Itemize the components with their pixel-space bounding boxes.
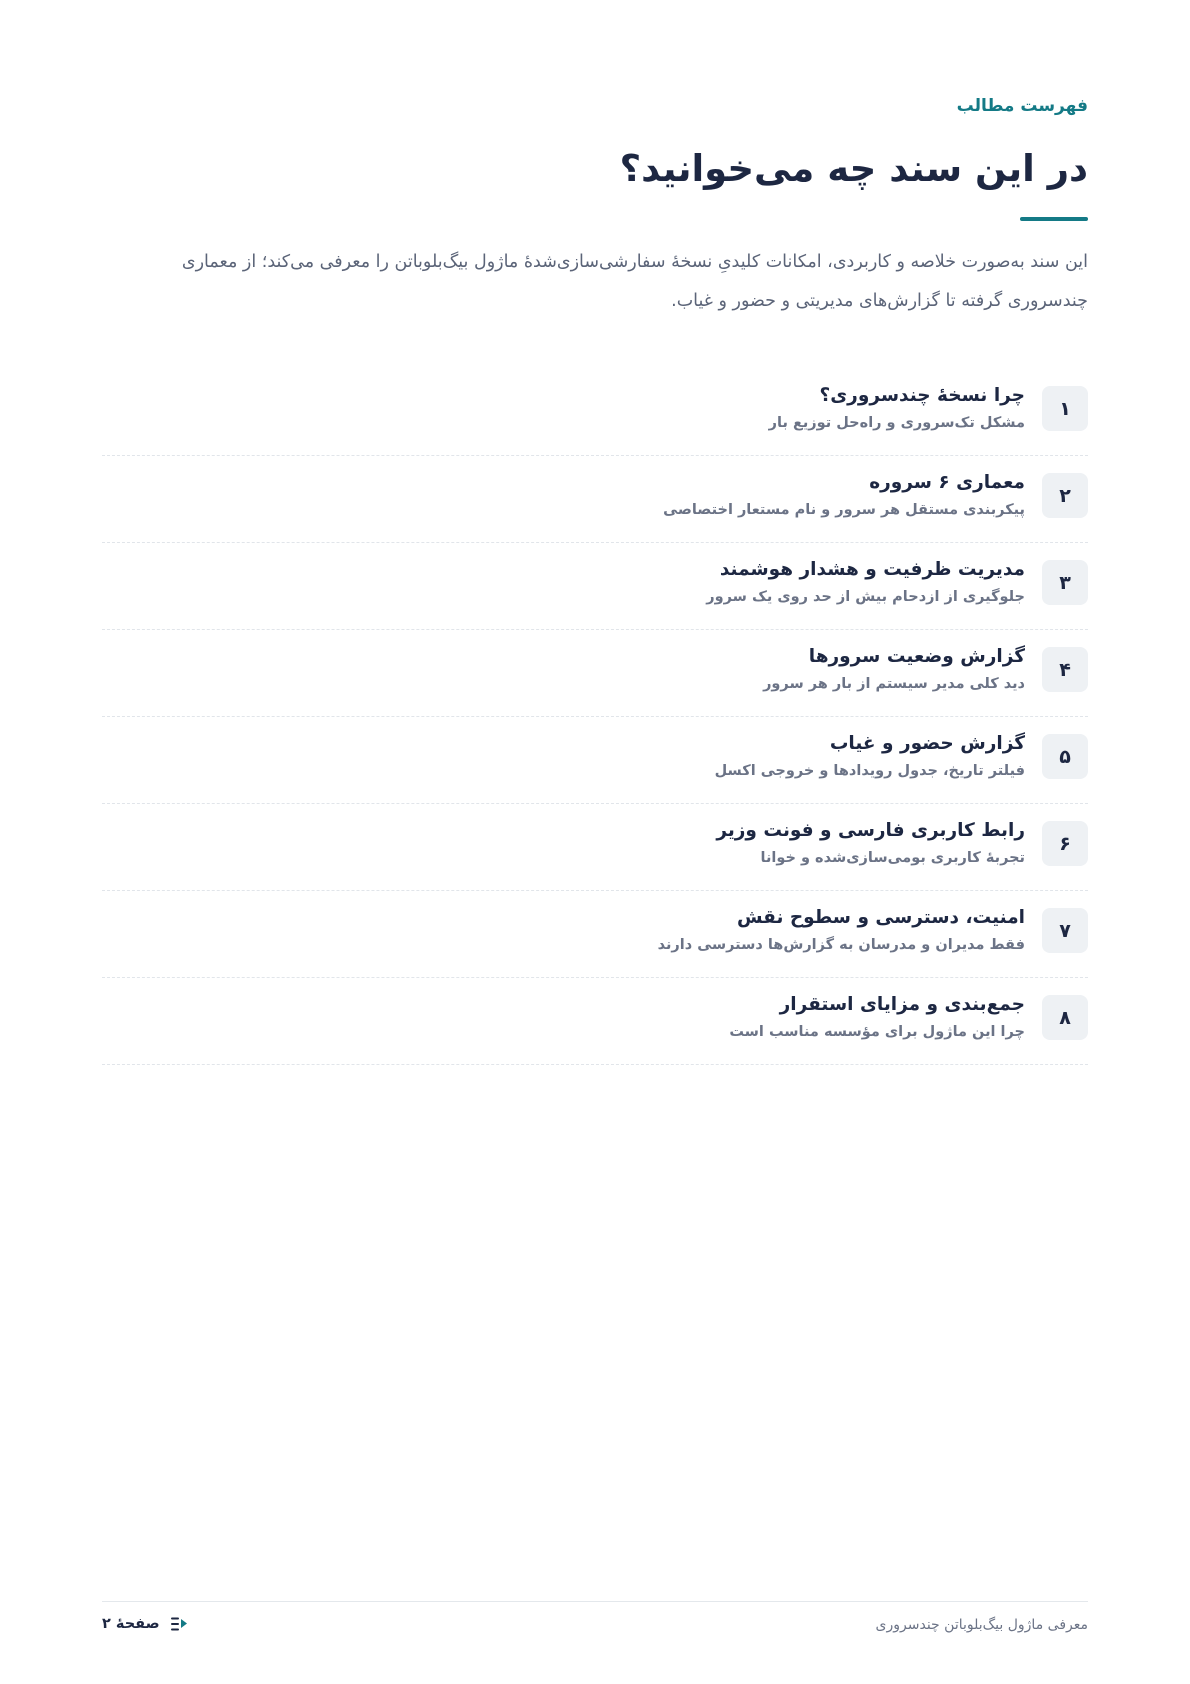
page-title: در این سند چه می‌خوانید؟: [619, 147, 1088, 190]
page-number-label: صفحهٔ ۲: [102, 1616, 160, 1632]
toc-item-subtitle: فیلتر تاریخ، جدول رویدادها و خروجی اکسل: [714, 763, 1025, 779]
document-page: [102, 0, 1088, 1684]
toc-item: [102, 630, 1088, 717]
toc-item: [102, 456, 1088, 543]
title-underline: [1020, 217, 1088, 221]
toc-item-text: [763, 644, 1025, 694]
toc-item-title: رابط کاربری فارسی و فونت وزیر: [716, 820, 1025, 841]
toc-item: [102, 978, 1088, 1065]
toc-item-text: [715, 731, 1025, 781]
toc-item: [102, 891, 1088, 978]
toc-item: [102, 543, 1088, 630]
toc-item-number: ۴: [1042, 647, 1088, 692]
toc-item-subtitle: فقط مدیران و مدرسان به گزارش‌ها دسترسی دارند: [657, 937, 1025, 953]
toc-item-title: جمع‌بندی و مزایای استقرار: [779, 994, 1025, 1015]
toc-item-number: ۸: [1042, 995, 1088, 1040]
section-eyebrow: فهرست مطالب: [956, 96, 1088, 116]
toc-item-title: امنیت، دسترسی و سطوح نقش: [737, 907, 1025, 928]
toc-item-number: ۱: [1042, 386, 1088, 431]
toc-item-title: گزارش حضور و غیاب: [829, 733, 1025, 754]
toc-item-subtitle: پیکربندی مستقل هر سرور و نام مستعار اختصاصی: [663, 502, 1025, 518]
toc-item-text: [716, 818, 1025, 868]
toc-item-text: [769, 383, 1025, 433]
page-footer: [102, 1601, 1088, 1642]
toc-item-text: [706, 557, 1025, 607]
table-of-contents: [102, 369, 1088, 1065]
toc-item-number: ۶: [1042, 821, 1088, 866]
toc-item-subtitle: جلوگیری از ازدحام بیش از حد روی یک سرور: [706, 589, 1025, 605]
toc-item: [102, 369, 1088, 456]
list-play-icon: [170, 1615, 188, 1633]
toc-item-title: معماری ۶ سروره: [869, 472, 1025, 493]
footer-document-name: معرفی ماژول بیگ‌بلوباتن چندسروری: [875, 1617, 1088, 1633]
toc-item-title: مدیریت ظرفیت و هشدار هوشمند: [719, 559, 1025, 580]
toc-item-number: ۵: [1042, 734, 1088, 779]
toc-item-subtitle: تجربهٔ کاربری بومی‌سازی‌شده و خوانا: [760, 850, 1025, 866]
toc-item-title: چرا نسخهٔ چندسروری؟: [819, 385, 1025, 406]
toc-item-number: ۳: [1042, 560, 1088, 605]
toc-item: [102, 804, 1088, 891]
footer-page-indicator: [102, 1615, 188, 1633]
toc-item-number: ۲: [1042, 473, 1088, 518]
toc-item-number: ۷: [1042, 908, 1088, 953]
toc-item: [102, 717, 1088, 804]
toc-item-title: گزارش وضعیت سرورها: [808, 646, 1025, 667]
toc-item-text: [729, 992, 1025, 1042]
toc-item-text: [663, 470, 1025, 520]
toc-item-subtitle: مشکل تک‌سروری و راه‌حل توزیع بار: [768, 415, 1025, 431]
intro-paragraph: این سند به‌صورت خلاصه و کاربردی، امکانات کلیدیِ نسخهٔ سفارشی‌سازی‌شدهٔ ماژول بیگ‌بلوباتن را معرفی می‌کند؛ از معماری چندسروری گرفته تا گزارش‌های مدیریتی و حضور و غیاب.: [181, 252, 1088, 311]
toc-item-text: [658, 905, 1025, 955]
toc-item-subtitle: چرا این ماژول برای مؤسسه مناسب است: [729, 1024, 1025, 1040]
toc-item-subtitle: دید کلی مدیر سیستم از بار هر سرور: [763, 676, 1025, 692]
